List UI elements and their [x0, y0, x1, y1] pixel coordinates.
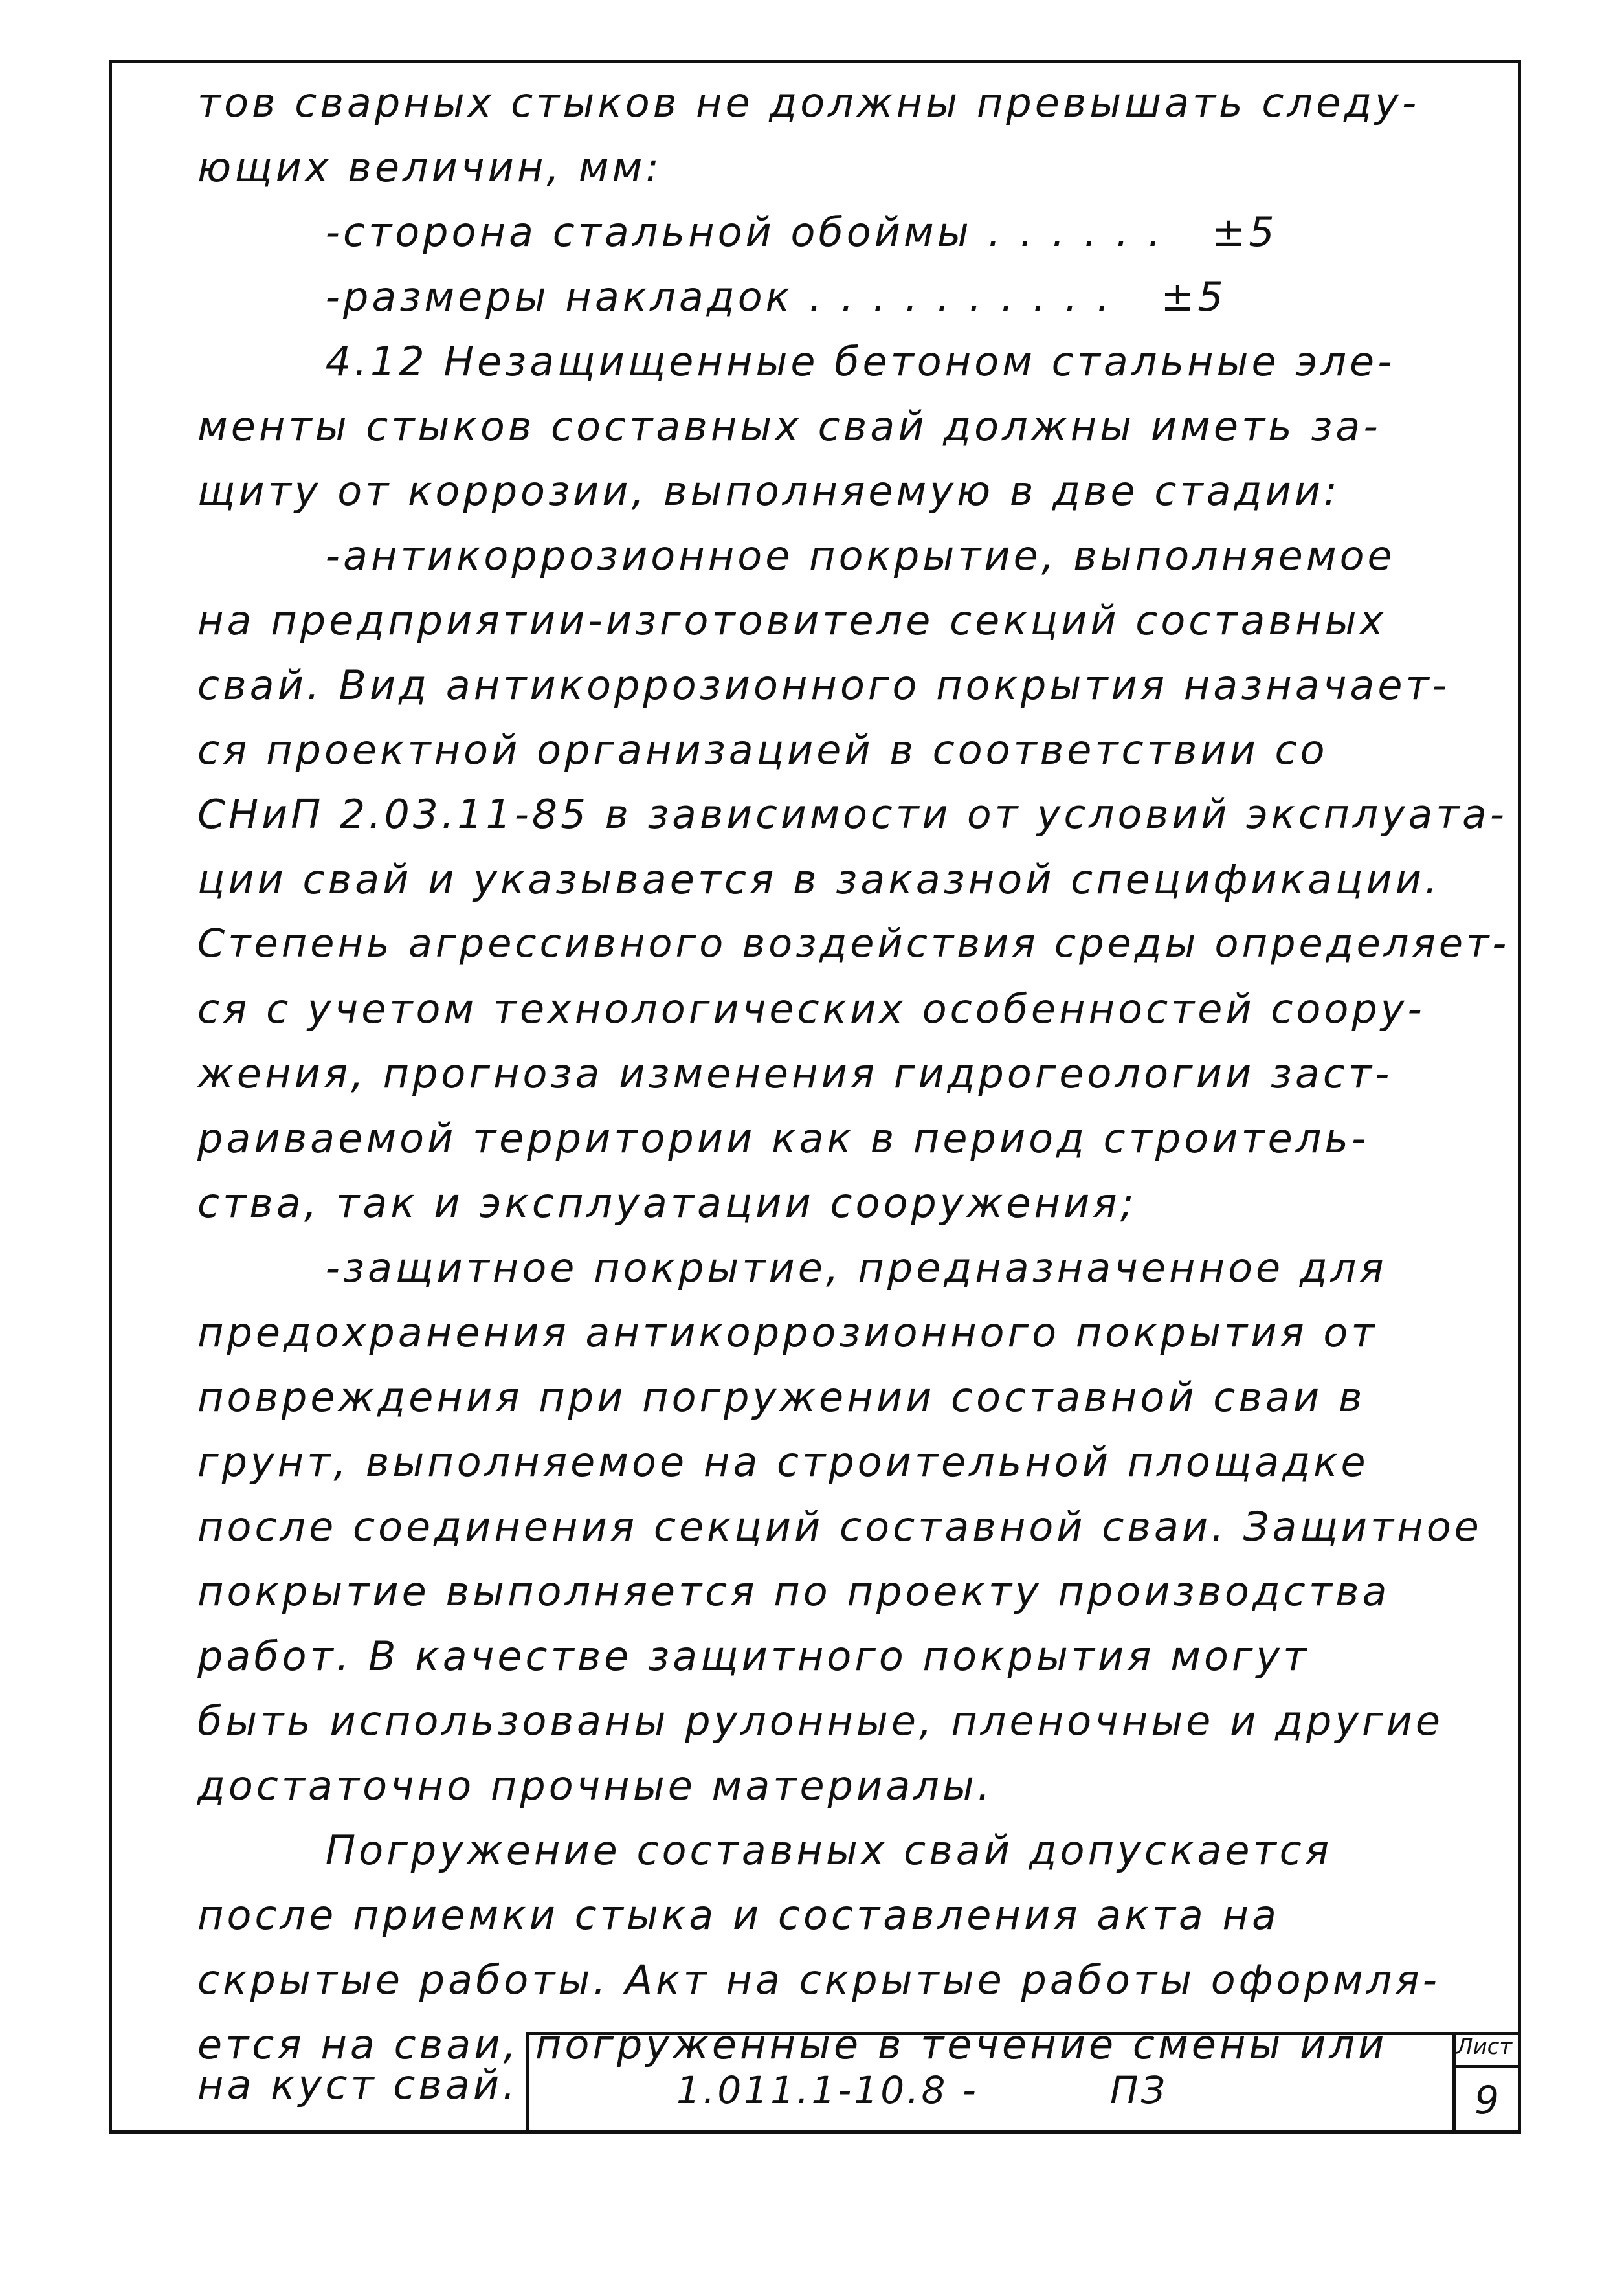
sheet-divider: [1452, 2065, 1521, 2068]
text-line: покрытие выполняется по проекту производства: [197, 1568, 1390, 1615]
text-line: щиту от коррозии, выполняемую в две стадии:: [197, 467, 1340, 515]
sheet-label: Лист: [1456, 2034, 1513, 2060]
text-line: -защитное покрытие, предназначенное для: [197, 1244, 1387, 1291]
text-line: -антикоррозионное покрытие, выполняемое: [197, 532, 1396, 579]
text-line: менты стыков составных свай должны иметь за-: [197, 403, 1381, 450]
text-line: ции свай и указывается в заказной спецификации.: [197, 856, 1441, 903]
text-line: быть использованы рулонные, пленочные и другие: [197, 1697, 1444, 1744]
text-line: ется на сваи, погруженные в течение смены или: [197, 2021, 1388, 2068]
text-line: ющих величин, мм:: [197, 144, 663, 191]
text-line: работ. В качестве защитного покрытия могут: [197, 1633, 1310, 1680]
text-line: предохранения антикоррозионного покрытия от: [197, 1309, 1378, 1356]
text-line: -сторона стальной обоймы . . . . . . ±5: [197, 208, 1278, 256]
text-line: свай. Вид антикоррозионного покрытия назначает-: [197, 662, 1451, 709]
text-line: жения, прогноза изменения гидрогеологии заст-: [197, 1050, 1393, 1097]
text-line: повреждения при погружении составной сваи в: [197, 1374, 1366, 1421]
text-line: Погружение составных свай допускается: [197, 1827, 1332, 1874]
sheet-number: 9: [1474, 2078, 1500, 2123]
text-line: на куст свай.: [197, 2061, 518, 2108]
text-line: Степень агрессивного воздействия среды определяет-: [197, 921, 1510, 966]
text-line: ся проектной организацией в соответствии со: [197, 726, 1328, 774]
text-line: скрытые работы. Акт на скрытые работы оформля-: [197, 1956, 1441, 2003]
text-line: ства, так и эксплуатации сооружения;: [197, 1179, 1137, 1227]
text-line: после соединения секций составной сваи. Защитное: [197, 1503, 1482, 1550]
document-type: ПЗ: [1110, 2068, 1168, 2112]
text-line: СНиП 2.03.11-85 в зависимости от условий эксплуата-: [197, 791, 1507, 838]
text-line: после приемки стыка и составления акта на: [197, 1891, 1280, 1939]
text-line: раиваемой территории как в период строитель-: [197, 1115, 1370, 1162]
text-line: тов сварных стыков не должны превышать следу-: [197, 79, 1420, 126]
text-line: ся с учетом технологических особенностей соору-: [197, 985, 1425, 1032]
document-code: 1.011.1-10.8 -: [676, 2068, 979, 2112]
text-line: на предприятии-изготовителе секций составных: [197, 597, 1387, 644]
text-line: 4.12 Незащищенные бетоном стальные эле-: [197, 338, 1396, 385]
text-line: грунт, выполняемое на строительной площадке: [197, 1438, 1369, 1486]
text-line: достаточно прочные материалы.: [197, 1762, 994, 1809]
title-block: [526, 2032, 1521, 2134]
text-line: -размеры накладок . . . . . . . . . . ±5: [197, 273, 1227, 320]
